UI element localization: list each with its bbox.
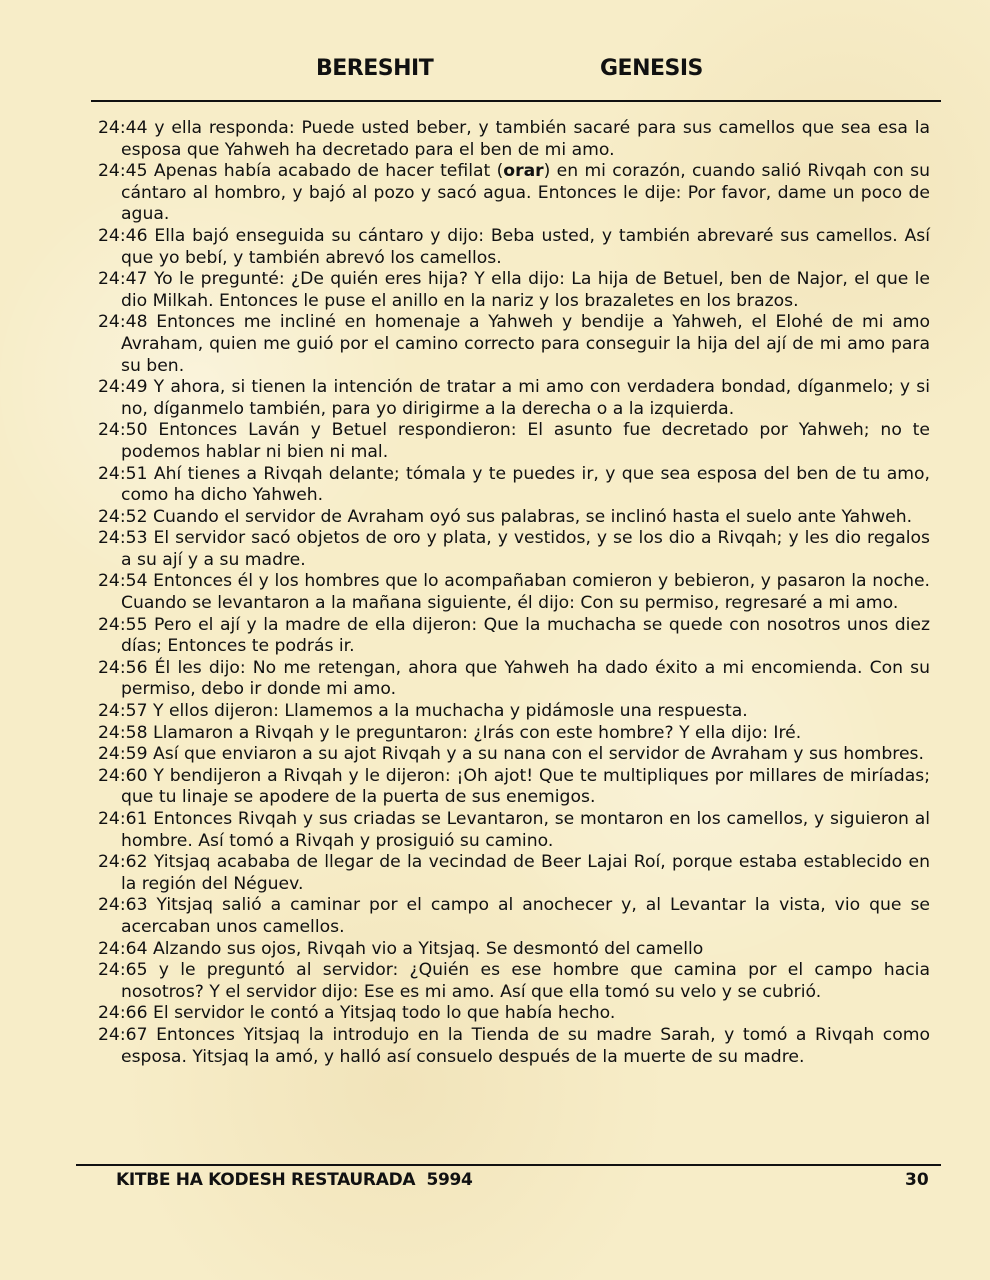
verse-24-45-before: 24:45 Apenas había acabado de hacer tefilat ( <box>98 161 504 182</box>
page-header <box>0 56 990 90</box>
verse-24-63: 24:63 Yitsjaq salió a caminar por el campo al anochecer y, al Levantar la vista, vio que se acercaban unos camellos. <box>98 895 930 937</box>
verse-24-58: 24:58 Llamaron a Rivqah y le preguntaron: ¿Irás con este hombre? Y ella dijo: Iré. <box>98 722 802 743</box>
verse-24-45-bold: orar <box>503 161 544 182</box>
verse-24-56: 24:56 Él les dijo: No me retengan, ahora que Yahweh ha dado éxito a mi encomienda. Con su permiso, debo ir donde mi amo. <box>98 657 930 700</box>
verse-24-48: 24:48 Entonces me incliné en homenaje a Yahweh y bendije a Yahweh, el Elohé de mi amo Avraham, quien me guió por el camino correcto para conseguir la hija del ají de mi amo para su ben. <box>98 312 930 376</box>
header-rule <box>91 100 941 102</box>
header-book-spanish: GENESIS <box>600 56 703 81</box>
verse-24-64: 24:64 Alzando sus ojos, Rivqah vio a Yitsjaq. Se desmontó del camello <box>98 938 704 959</box>
verse-24-66: 24:66 El servidor le contó a Yitsjaq todo lo que había hecho. <box>98 1003 616 1024</box>
page-number: 30 <box>905 1170 929 1190</box>
verse-24-55: 24:55 Pero el ají y la madre de ella dijeron: Que la muchacha se quede con nosotros unos diez días; Entonces te podrás ir. <box>98 614 930 657</box>
verse-24-50: 24:50 Entonces Laván y Betuel respondieron: El asunto fue decretado por Yahweh; no te podemos hablar ni bien ni mal. <box>98 420 930 462</box>
verse-24-52: 24:52 Cuando el servidor de Avraham oyó sus palabras, se inclinó hasta el suelo ante Yahweh. <box>98 506 913 527</box>
verse-24-49: 24:49 Y ahora, si tienen la intención de tratar a mi amo con verdadera bondad, díganmelo; y si no, díganmelo también, para yo dirigirme a la derecha o a la izquierda. <box>98 377 930 419</box>
verse-list <box>98 118 930 1068</box>
verse-24-60: 24:60 Y bendijeron a Rivqah y le dijeron: ¡Oh ajot! Que te multipliques por millares de miríadas; que tu linaje se apodere de la puerta de sus enemigos. <box>98 765 930 808</box>
verse-24-65: 24:65 y le preguntó al servidor: ¿Quién es ese hombre que camina por el campo hacia nosotros? Y el servidor dijo: Ese es mi amo. Así que ella tomó su velo y se cubrió. <box>98 960 930 1002</box>
footer-rule <box>76 1164 941 1166</box>
verse-24-61: 24:61 Entonces Rivqah y sus criadas se Levantaron, se montaron en los camellos, y siguieron al hombre. Así tomó a Rivqah y prosiguió su camino. <box>98 809 930 851</box>
verse-24-53: 24:53 El servidor sacó objetos de oro y plata, y vestidos, y se los dio a Rivqah; y les dio regalos a su ají y a su madre. <box>98 528 930 570</box>
verse-24-46: 24:46 Ella bajó enseguida su cántaro y dijo: Beba usted, y también abrevaré sus camellos. Así que yo bebí, y también abrevó los camellos. <box>98 225 930 268</box>
verse-24-45-after: ) en mi corazón, cuando salió Rivqah con su cántaro al hombro, y bajó al pozo y sacó agua. Entonces le dije: Por favor, dame un poco de agua. <box>121 161 930 225</box>
header-book-hebrew: BERESHIT <box>316 56 434 81</box>
verse-24-45 <box>98 161 930 226</box>
verse-24-47: 24:47 Yo le pregunté: ¿De quién eres hija? Y ella dijo: La hija de Betuel, ben de Najor, el que le dio Milkah. Entonces le puse el anillo en la nariz y los brazaletes en los brazos. <box>98 269 930 311</box>
verse-24-44: 24:44 y ella responda: Puede usted beber, y también sacaré para sus camellos que sea esa la esposa que Yahweh ha decretado para el ben de mi amo. <box>98 118 930 160</box>
verse-24-54: 24:54 Entonces él y los hombres que lo acompañaban comieron y bebieron, y pasaron la noche. Cuando se levantaron a la mañana siguiente, él dijo: Con su permiso, regresaré a mi amo. <box>98 571 930 614</box>
verse-24-67: 24:67 Entonces Yitsjaq la introdujo en la Tienda de su madre Sarah, y tomó a Rivqah como esposa. Yitsjaq la amó, y halló así consuelo después de la muerte de su madre. <box>98 1024 930 1067</box>
verse-24-59: 24:59 Así que enviaron a su ajot Rivqah y a su nana con el servidor de Avraham y sus hombres. <box>98 744 924 765</box>
verse-24-51: 24:51 Ahí tienes a Rivqah delante; tómala y te puedes ir, y que sea esposa del ben de tu amo, como ha dicho Yahweh. <box>98 463 930 506</box>
verse-24-62: 24:62 Yitsjaq acababa de llegar de la vecindad de Beer Lajai Roí, porque estaba establecido en la región del Néguev. <box>98 852 930 894</box>
verse-24-57: 24:57 Y ellos dijeron: Llamemos a la muchacha y pidámosle una respuesta. <box>98 701 748 722</box>
footer-title: KITBE HA KODESH RESTAURADA 5994 <box>116 1170 473 1190</box>
